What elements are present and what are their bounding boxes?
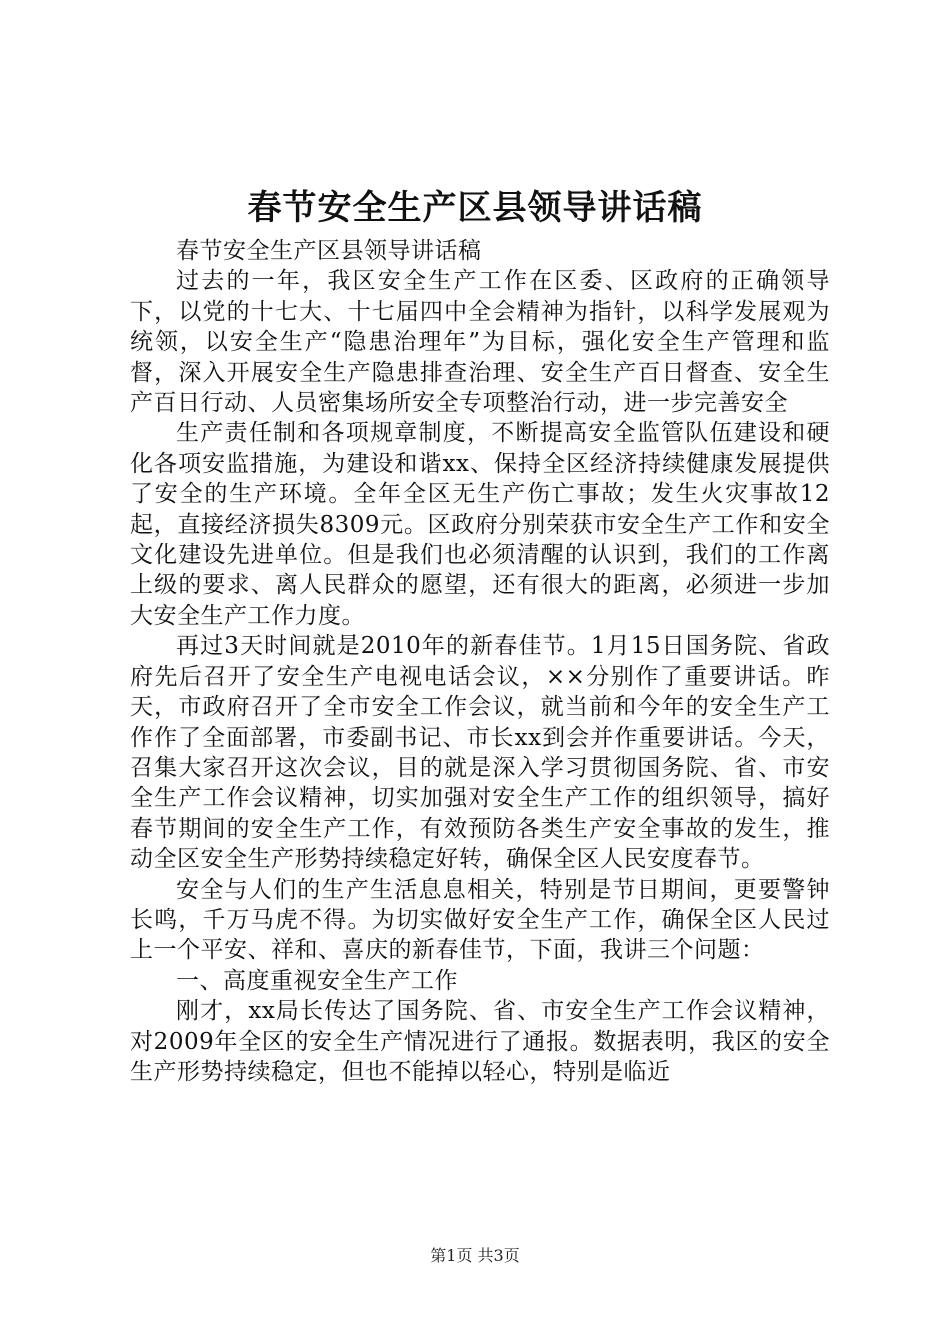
body-paragraph: 过去的一年，我区安全生产工作在区委、区政府的正确领导下，以党的十七大、十七届四中全会精神为指针，以科学发展观为统领，以安全生产“隐患治理年”为目标，强化安全生产管理和监督，深入开展安全生产隐患排查治理、安全生产百日督查、安全生产百日行动、人员密集场所安全专项整治行动，进一步完善安全 bbox=[130, 268, 830, 417]
document-title: 春节安全生产区县领导讲话稿 bbox=[247, 188, 703, 228]
body-paragraph: 生产责任制和各项规章制度，不断提高安全监管队伍建设和硬化各项安监措施，为建设和谐xx、保持全区经济持续健康发展提供了安全的生产环境。全年全区无生产伤亡事故；发生火灾事故12起，直接经济损失8309元。区政府分别荣获市安全生产工作和安全文化建设先进单位。但是我们也必须清醒的认识到，我们的工作离上级的要求、离人民群众的愿望，还有很大的距离，必须进一步加大安全生产工作力度。 bbox=[130, 420, 830, 629]
section-heading: 一、高度重视安全生产工作 bbox=[176, 967, 458, 994]
body-paragraph: 安全与人们的生产生活息息相关，特别是节日期间，更要警钟长鸣，千万马虎不得。为切实做好安全生产工作，确保全区人民过上一个平安、祥和、喜庆的新春佳节，下面，我讲三个问题： bbox=[130, 876, 830, 964]
body-paragraph: 再过3天时间就是2010年的新春佳节。1月15日国务院、省政府先后召开了安全生产电视电话会议，××分别作了重要讲话。昨天，市政府召开了全市安全工作会议，就当前和今年的安全生产工作作了全面部署，市委副书记、市长xx到会并作重要讲话。今天，召集大家召开这次会议，目的就是深入学习贯彻国务院、省、市安全生产工作会议精神，切实加强对安全生产工作的组织领导，搞好春节期间的安全生产工作，有效预防各类生产安全事故的发生，推动全区安全生产形势持续稳定好转，确保全区人民安度春节。 bbox=[130, 633, 830, 873]
body-paragraph: 刚才，xx局长传达了国务院、省、市安全生产工作会议精神，对2009年全区的安全生产情况进行了通报。数据表明，我区的安全生产形势持续稳定，但也不能掉以轻心，特别是临近 bbox=[130, 998, 830, 1085]
page-number-footer: 第1页 共3页 bbox=[430, 1246, 520, 1265]
body-paragraph: 春节安全生产区县领导讲话稿 bbox=[176, 238, 482, 264]
document-body bbox=[130, 236, 830, 1087]
